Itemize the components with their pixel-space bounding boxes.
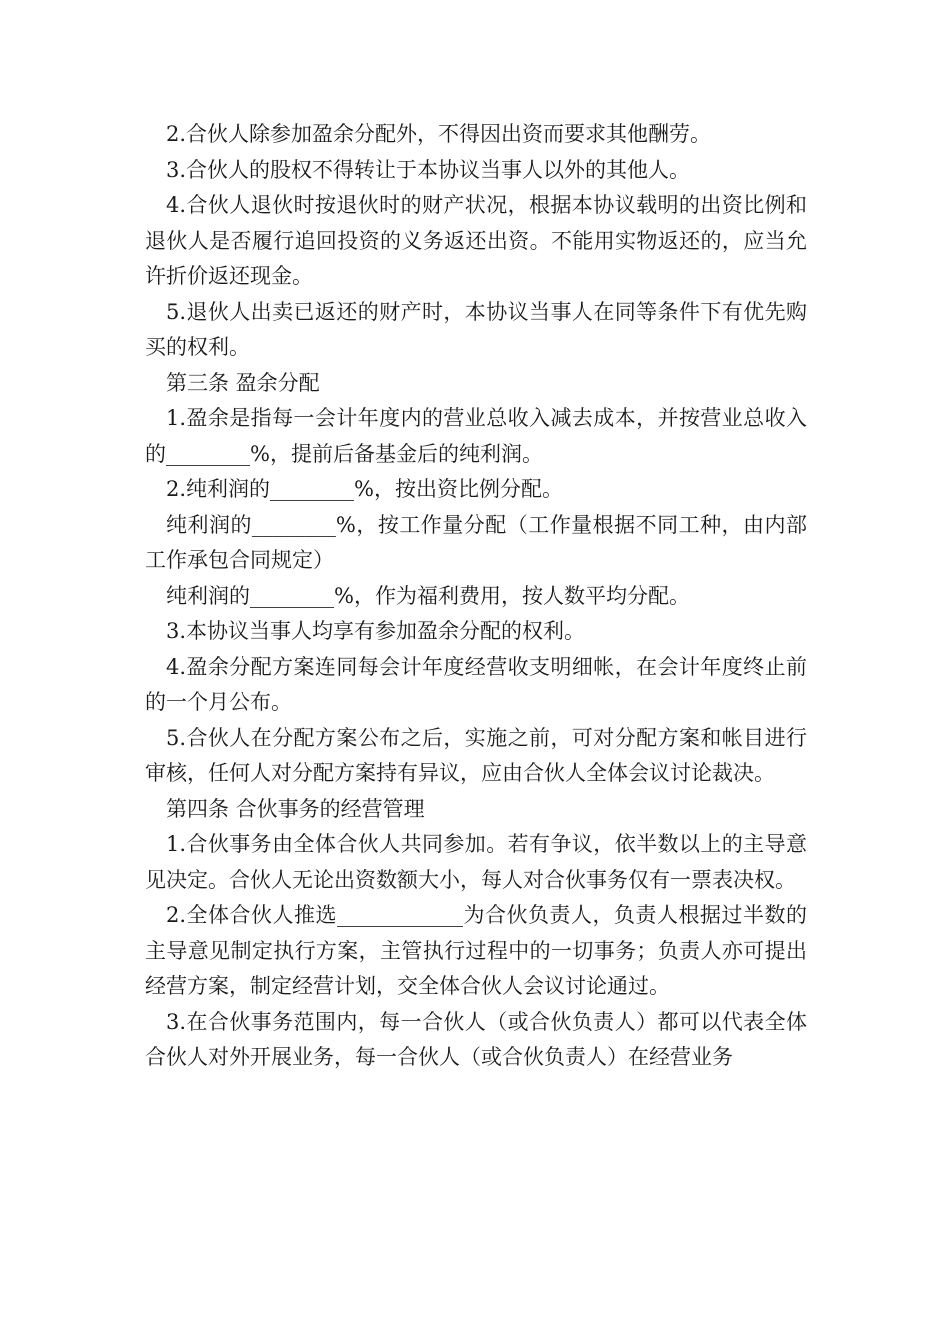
- profit-clause-2-capital-share: 2.纯利润的________%，按出资比例分配。: [166, 477, 563, 501]
- management-clause-3-representation: 3.在合伙事务范围内，每一合伙人（或合伙负责人）都可以代表全体合伙人对外开展业务，每一合伙人（或合伙负责人）在经营业务: [145, 1009, 807, 1069]
- article-3-heading: 第三条 盈余分配: [166, 370, 320, 395]
- profit-clause-2-welfare-share: 纯利润的________%，作为福利费用，按人数平均分配。: [166, 583, 690, 608]
- document-body: [145, 117, 807, 1076]
- article-4-heading: 第四条 合伙事务的经营管理: [166, 796, 425, 821]
- profit-clause-5-review: 5.合伙人在分配方案公布之后，实施之前，可对分配方案和帐目进行审核，任何人对分配方案持有异议，应由合伙人全体会议讨论裁决。: [145, 725, 807, 785]
- management-clause-1-voting: 1.合伙事务由全体合伙人共同参加。若有争议，依半数以上的主导意见决定。合伙人无论出资数额大小，每人对合伙事务仅有一票表决权。: [145, 832, 807, 892]
- profit-clause-3-right: 3.本协议当事人均享有参加盈余分配的权利。: [166, 619, 586, 643]
- profit-clause-2-workload-share: 纯利润的________%，按工作量分配（工作量根据不同工种，由内部工作承包合同规定）: [145, 512, 807, 572]
- clause-5-preemptive-right: 5.退伙人出卖已返还的财产时，本协议当事人在同等条件下有优先购买的权利。: [145, 299, 807, 359]
- clause-3-equity-transfer-restriction: 3.合伙人的股权不得转让于本协议当事人以外的其他人。: [166, 157, 691, 182]
- clause-2-no-extra-remuneration: 2.合伙人除参加盈余分配外，不得因出资而要求其他酬劳。: [166, 122, 712, 146]
- profit-clause-1-definition: 1.盈余是指每一会计年度内的营业总收入减去成本，并按营业总收入的________%，提前后备基金后的纯利润。: [145, 406, 807, 466]
- clause-4-withdrawal-refund: 4.合伙人退伙时按退伙时的财产状况，根据本协议载明的出资比例和退伙人是否履行追回投资的义务返还出资。不能用实物返还的，应当允许折价返还现金。: [145, 193, 807, 288]
- management-clause-2-leader: 2.全体合伙人推选____________为合伙负责人，负责人根据过半数的主导意见制定执行方案，主管执行过程中的一切事务；负责人亦可提出经营方案，制定经营计划，交全体合伙人会议讨论通过。: [145, 903, 807, 998]
- profit-clause-4-publication: 4.盈余分配方案连同每会计年度经营收支明细帐，在会计年度终止前的一个月公布。: [145, 654, 807, 714]
